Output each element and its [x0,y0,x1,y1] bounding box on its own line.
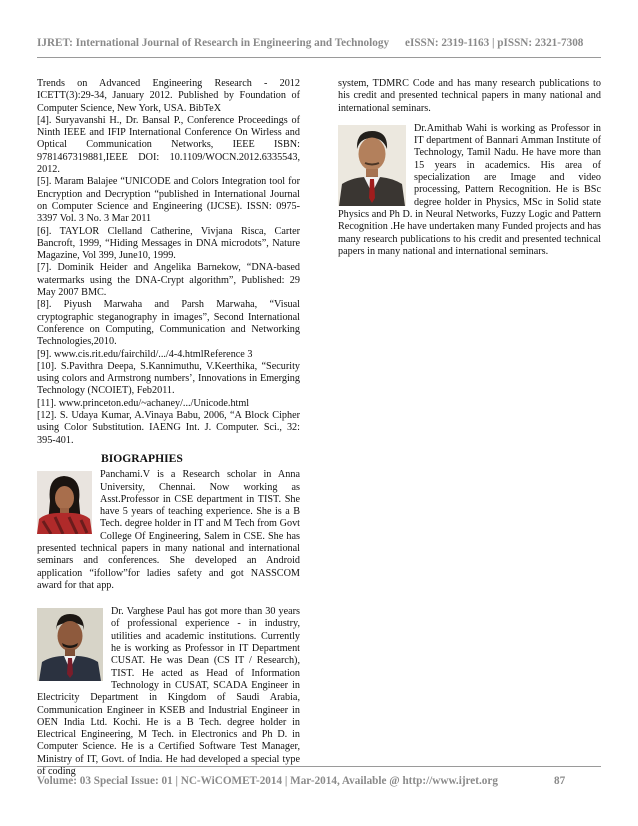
reference-11: [11]. www.princeton.edu/~achaney/.../Unicode.html [37,397,250,409]
portrait-photo-amithab [338,125,406,206]
reference-7: [7]. Dominik Heider and Angelika Barnekow, “DNA-based watermarks using the DNA-Crypt algorithm”, Published: 29 May 2007 BMC. [37,262,300,299]
reference-6: [6]. TAYLOR Clelland Catherine, Vivjana Risca, Carter Bancroft, 1999, “Hiding Messages in DNA microdots”, Nature Magazine, Vol 399, June10, 1999. [37,225,300,262]
issn: eISSN: 2319-1163 | pISSN: 2321-7308 [405,37,584,49]
bio-amithab [338,123,601,258]
portrait-photo-panchami [37,471,92,534]
bio-panchami-text: Panchami.V is a Research scholar in Anna University, Chennai. Now working as Asst.Professor in CSE department in TIST. She have 5 years of teaching experience. She is a B Tech. degree holder in IT and M Tech from Govt College Of Engineering, Salem in CSE. She has presented technical papers in many national and international seminars and conferences. She developed an Android application “ifollow”for ladies safety and got NASSCOM award for that app. [37,469,300,591]
bio-panchami [37,469,300,592]
reference-12: [12]. S. Udaya Kumar, A.Vinaya Babu, 2006, “A Block Cipher using Color Substitution. IAENG Int. J. Computer. Sci., 32: 395-401. [37,410,300,446]
portrait-photo-varghese [37,608,103,681]
footer-rule [37,766,601,767]
bio-varghese-text: Dr. Varghese Paul has got more than 30 years of professional experience - in industry, utilities and academic institutions. Currently he is working as Professor in IT Department CUSAT. He was Dean (CS IT / Research), TIST. He acted as Head of Information Technology in CUSAT, SCADA Engineer in Electricity Department in Kingdom of Saudi Arabia, Communication Engineer in KSEB and Industrial Engineer in OEN India Ltd. Kochi. He is a B Tech. degree holder in Electrical Engineering, M Tech. in Electronics and Ph D. in Computer Science. He is a Certified Software Test Manager, Ministry of IT, Govt. of India. He had developed a special type of coding [37,606,300,778]
right-column [338,78,601,258]
footer-text: Volume: 03 Special Issue: 01 | NC-WiCOMET-2014 | Mar-2014, Available @ http://www.ijret.org [37,775,498,787]
reference-9: [9]. www.cis.rit.edu/fairchild/.../4-4.htmlReference 3 [37,348,253,360]
journal-title: IJRET: International Journal of Research in Engineering and Technology [37,37,390,49]
bio-varghese [37,606,300,778]
bio-varghese-continued: system, TDMRC Code and has many research publications to his credit and presented technical papers in many national and international seminars. [338,78,601,114]
bio-amithab-text: Dr.Amithab Wahi is working as Professor in IT department of Bannari Amman Institute of Technology, Tamil Nadu. He have more than 15 years in academics. His area of specialization are Image and video processing, Pattern Recognition. He is BSc degree holder in Physics, MSc in Solid state Physics and Ph D. in Neural Networks, Fuzzy Logic and Pattern Recognition .He have undertaken many Funded projects and has many research publications to his credit and presented technical papers in many national and international seminars. [338,122,601,257]
reference-10: [10]. S.Pavithra Deepa, S.Kannimuthu, V.Keerthika, “Security using colors and Armstrong numbers’, Innovations in Emerging Technology (NCOIET), Feb2011. [37,360,300,397]
reference-3-cont: Trends on Advanced Engineering Research - 2012 ICETT(3):29-34, January 2012. Published by Foundation of Computer Science, New York, USA. BibTeX [37,78,300,114]
reference-8: [8]. Piyush Marwaha and Parsh Marwaha, “Visual cryptographic steganography in images”, Second International Conference on Computing, Communication and Networking Technologies,2010. [37,299,300,348]
left-column [37,78,300,778]
header-rule [37,57,601,58]
page-number: 87 [554,775,566,787]
reference-5: [5]. Maram Balajee “UNICODE and Colors Integration tool for Encryption and Decryption “published in International Journal on Computer Science and Engineering (IJCSE). ISSN: 0975-3397 Vol. 3 No. 3 Mar 2011 [37,176,300,225]
biographies-heading: BIOGRAPHIES [101,451,183,465]
reference-4: [4]. Suryavanshi H., Dr. Bansal P., Conference Proceedings of Ninth IEEE and IFIP International Conference On Wirless and Optical Communication Networks, IEEE ISBN: 9781467319881,IEEE DOI: 10.1109/WOCN.2012.6335543, 2012. [37,114,300,176]
